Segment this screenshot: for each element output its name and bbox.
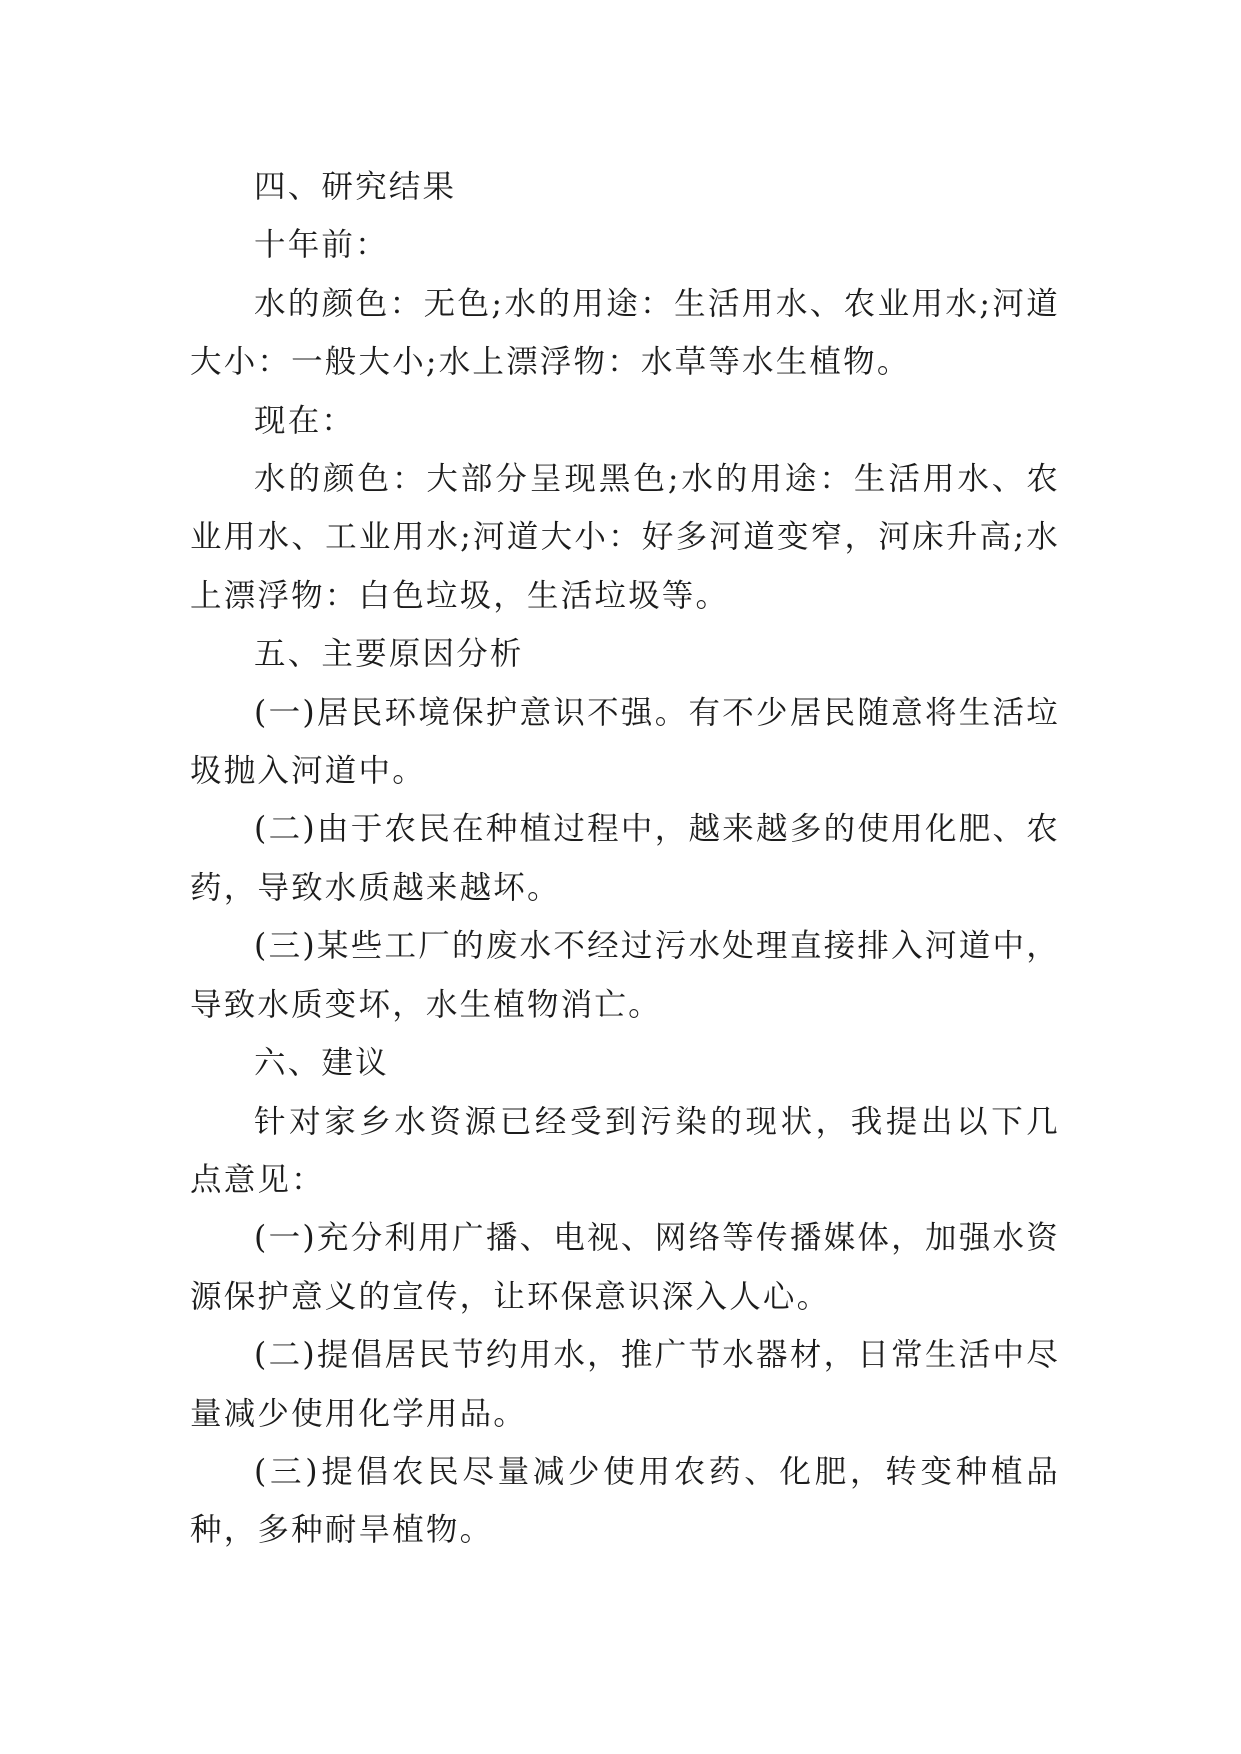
- subheading-ten-years-ago: 十年前：: [254, 227, 389, 264]
- paragraph-present-description: 水的颜色：大部分呈现黑色;水的用途：生活用水、农业用水、工业用水;河道大小：好多河道变窄，河床升高;水上漂浮物：白色垃圾，生活垃圾等。: [190, 461, 1060, 614]
- document-body: [190, 158, 1060, 1560]
- paragraph-suggestion-2: (二)提倡居民节约用水，推广节水器材，日常生活中尽量减少使用化学用品。: [190, 1337, 1060, 1432]
- heading-cause-analysis: 五、主要原因分析: [254, 636, 524, 673]
- subheading-now: 现在：: [254, 402, 356, 439]
- paragraph-cause-3: (三)某些工厂的废水不经过污水处理直接排入河道中，导致水质变坏，水生植物消亡。: [190, 928, 1060, 1023]
- paragraph-suggestion-intro: 针对家乡水资源已经受到污染的现状，我提出以下几点意见：: [190, 1103, 1060, 1198]
- paragraph-suggestion-3: (三)提倡农民尽量减少使用农药、化肥，转变种植品种，多种耐旱植物。: [190, 1453, 1060, 1549]
- heading-suggestions: 六、建议: [254, 1045, 389, 1082]
- paragraph-past-description: 水的颜色：无色;水的用途：生活用水、农业用水;河道大小：一般大小;水上漂浮物：水草等水生植物。: [190, 285, 1060, 381]
- heading-research-results: 四、研究结果: [254, 169, 457, 205]
- paragraph-cause-2: (二)由于农民在种植过程中，越来越多的使用化肥、农药，导致水质越来越坏。: [190, 811, 1060, 906]
- paragraph-suggestion-1: (一)充分利用广播、电视、网络等传播媒体，加强水资源保护意义的宣传，让环保意识深入人心。: [190, 1220, 1060, 1315]
- paragraph-cause-1: (一)居民环境保护意识不强。有不少居民随意将生活垃圾抛入河道中。: [190, 694, 1060, 790]
